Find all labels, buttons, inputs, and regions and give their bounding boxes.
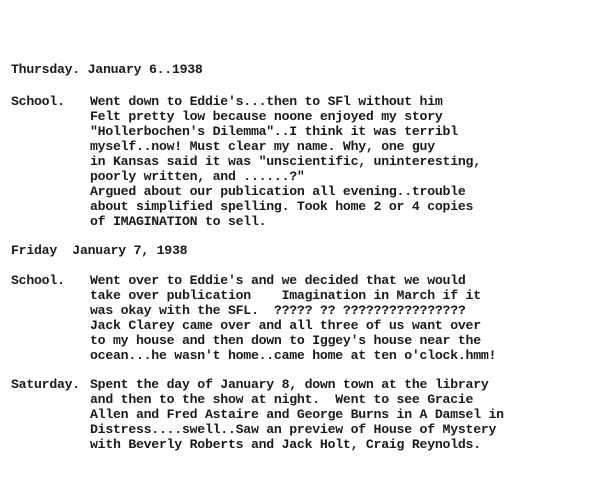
entry-line: Allen and Fred Astaire and George Burns in A Damsel in: [90, 407, 504, 422]
entry-section-label: School.: [11, 273, 65, 288]
entry-line: of IMAGINATION to sell.: [90, 214, 267, 229]
entry-line: to my house and then down to Iggey's house near the: [90, 333, 481, 348]
entry-line: about simplified spelling. Took home 2 or 4 copies: [90, 199, 474, 214]
entry-line: in Kansas said it was "unscientific, uninteresting,: [90, 154, 481, 169]
entry-line: myself..now! Must clear my name. Why, one guy: [90, 139, 435, 154]
entry-line: Distress....swell..Saw an preview of House of Mystery: [90, 422, 497, 437]
entry-line: poorly written, and ......?": [90, 169, 305, 184]
entry-line: Felt pretty low because noone enjoyed my story: [90, 109, 443, 124]
entry-date-friday: Friday January 7, 1938: [11, 243, 188, 258]
entry-date-thursday: Thursday. January 6..1938: [11, 62, 203, 77]
entry-line: was okay with the SFL. ????? ?? ????????????????: [90, 303, 466, 318]
entry-section-label: School.: [11, 94, 65, 109]
entry-section-label: Saturday.: [11, 377, 80, 392]
entry-line: Argued about our publication all evening..trouble: [90, 184, 466, 199]
entry-line: Went over to Eddie's and we decided that we would: [90, 273, 466, 288]
entry-line: Spent the day of January 8, down town at the library: [90, 377, 489, 392]
entry-line: "Hollerbochen's Dilemma"..I think it was terribl: [90, 124, 458, 139]
entry-line: Jack Clarey came over and all three of us want over: [90, 318, 481, 333]
entry-line: and then to the show at night. Went to see Gracie: [90, 392, 474, 407]
entry-line: take over publication Imagination in March if it: [90, 288, 481, 303]
entry-line: ocean...he wasn't home..came home at ten o'clock.hmm!: [90, 348, 497, 363]
entry-line: with Beverly Roberts and Jack Holt, Craig Reynolds.: [90, 437, 481, 452]
entry-line: Went down to Eddie's...then to SFl without him: [90, 94, 443, 109]
